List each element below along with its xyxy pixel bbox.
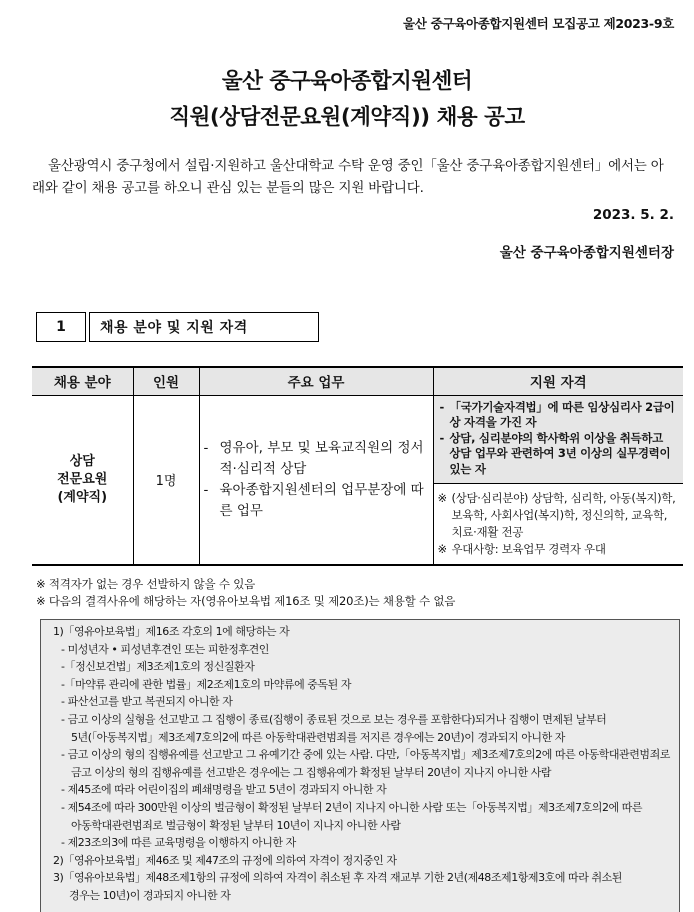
job-field-line: 전문요원	[57, 471, 108, 487]
header-field: 채용 분야	[32, 367, 133, 395]
disqualification-item: 2)「영유아보육법」제46조 및 제47조의 규정에 의하여 자격이 정지중인 자	[53, 853, 397, 867]
signer: 울산 중구육아종합지원센터장	[499, 245, 674, 261]
requirement-text: 「국가기술자격법」에 따른 임상심리사 2급이상 자격을 가진 자	[449, 399, 675, 429]
header-duties: 주요 업무	[199, 367, 433, 395]
disqualification-item: - 미성년자 • 피성년후견인 또는 피한정후견인	[61, 642, 269, 656]
qualification-cell	[433, 395, 683, 565]
duty-text: 육아종합지원센터의 업무분장에 따른 업무	[219, 481, 424, 519]
job-field-line: 상담	[69, 453, 95, 469]
notice-date: 2023. 5. 2.	[592, 207, 674, 223]
disqualification-item: 경우는 10년)이 경과되지 아니한 자	[69, 888, 231, 902]
requirement-item	[440, 400, 678, 431]
intro-paragraph: 울산광역시 중구청에서 설립·지원하고 울산대학교 수탁 운영 중인「울산 중구육아종합지원센터」에서는 아래와 같이 채용 공고를 하오니 관심 있는 분들의 많은 지원 바랍니다.	[32, 158, 664, 196]
disqualification-item: - 제54조에 따라 300만원 이상의 벌금형이 확정된 날부터 2년이 지나지 아니한 사람 또는「아동복지법」제3조제7호의2에 따른	[61, 800, 643, 814]
footnote: ※ 다음의 결격사유에 해당하는 자(영유아보육법 제16조 및 제20조)는 채용할 수 없음	[36, 594, 456, 608]
disqualification-box	[40, 619, 680, 912]
job-table-row	[32, 395, 683, 565]
requirement-bullet: -	[439, 399, 444, 414]
note-text: (상담·심리분야) 상담학, 심리학, 아동(복지)학, 보육학, 사회사업(복지)학, 정신의학, 교육학, 치료·재활 전공	[451, 491, 676, 539]
disqualification-item: -「마약류 관리에 관한 법률」제2조제1호의 마약류에 중독된 자	[61, 677, 352, 691]
disqualification-item: - 금고 이상의 실형을 선고받고 그 집행이 종료(집행이 종료된 것으로 보는 경우를 포함한다)되거나 집행이 면제된 날부터	[61, 712, 607, 726]
duty-text: 영유아, 부모 및 보육교직원의 정서적·심리적 상담	[219, 439, 424, 477]
header-qualification: 지원 자격	[433, 367, 683, 395]
note-mark: ※	[437, 542, 447, 556]
title-line-1: 울산 중구육아종합지원센터	[221, 69, 473, 94]
disqualification-item: - 제45조에 따라 어린이집의 폐쇄명령을 받고 5년이 경과되지 아니한 자	[61, 783, 387, 797]
disqualification-item: 금고 이상의 형의 집행유예를 선고받은 경우에는 그 집행유예가 확정된 날부터 20년이 지나지 아니한 사람	[71, 765, 552, 779]
disqualification-item: - 금고 이상의 형의 집행유예를 선고받고 그 유예기간 중에 있는 사람. 다만,「아동복지법」제3조제7호의2에 따른 아동학대관련범죄로	[61, 748, 670, 762]
disqualification-item: 아동학대관련범죄로 벌금형이 확정된 날부터 10년이 지나지 아니한 사람	[71, 818, 401, 832]
disqualification-item: 5년(「아동복지법」제3조제7호의2에 따른 아동학대관련범죄를 저지른 경우에는 20년)이 경과되지 아니한 자	[71, 730, 565, 744]
disqualification-item: 3)「영유아보육법」제48조제1항의 규정에 의하여 자격이 취소된 후 자격 재교부 기한 2년(제48조제1항제3호에 따라 취소된	[53, 871, 622, 885]
job-field-cell	[32, 395, 133, 565]
headcount-cell: 1명	[133, 395, 199, 565]
requirement-text: 상담, 심리분야의 학사학위 이상을 취득하고 상담 업무와 관련하여 3년 이상의 실무경력이 있는 자	[449, 430, 671, 476]
job-table-header-row	[32, 367, 683, 395]
header-count: 인원	[133, 367, 199, 395]
notice-number: 울산 중구육아종합지원센터 모집공고 제2023-9호	[403, 16, 674, 31]
duty-item	[204, 480, 427, 522]
title-line-2: 직원(상담전문요원(계약직)) 채용 공고	[169, 105, 525, 130]
duty-bullet: -	[203, 481, 209, 498]
job-field-line: (계약직)	[57, 489, 108, 505]
requirement-item	[440, 431, 678, 478]
duties-cell	[199, 395, 433, 565]
footnotes	[36, 576, 455, 610]
section-number-box: 1	[36, 312, 86, 342]
qualification-requirements	[434, 396, 684, 485]
note-mark: ※	[437, 491, 447, 505]
qualification-notes	[434, 484, 684, 562]
duty-bullet: -	[203, 439, 209, 456]
requirement-bullet: -	[439, 430, 444, 445]
duty-item	[204, 438, 427, 480]
note-item	[438, 541, 678, 558]
disqualification-item: 1)「영유아보육법」제16조 각호의 1에 해당하는 자	[53, 625, 290, 638]
job-table	[32, 366, 683, 566]
disqualification-item: - 파산선고를 받고 복권되지 아니한 자	[61, 695, 233, 709]
note-text: 우대사항: 보육업무 경력자 우대	[451, 542, 606, 556]
footnote: ※ 적격자가 없는 경우 선발하지 않을 수 있음	[36, 577, 256, 591]
disqualification-item: - 제23조의3에 따른 교육명령을 이행하지 아니한 자	[61, 836, 296, 850]
note-item	[438, 490, 678, 541]
section-title-box: 채용 분야 및 지원 자격	[89, 312, 319, 342]
disqualification-item: -「정신보건법」제3조제1호의 정신질환자	[61, 660, 255, 674]
